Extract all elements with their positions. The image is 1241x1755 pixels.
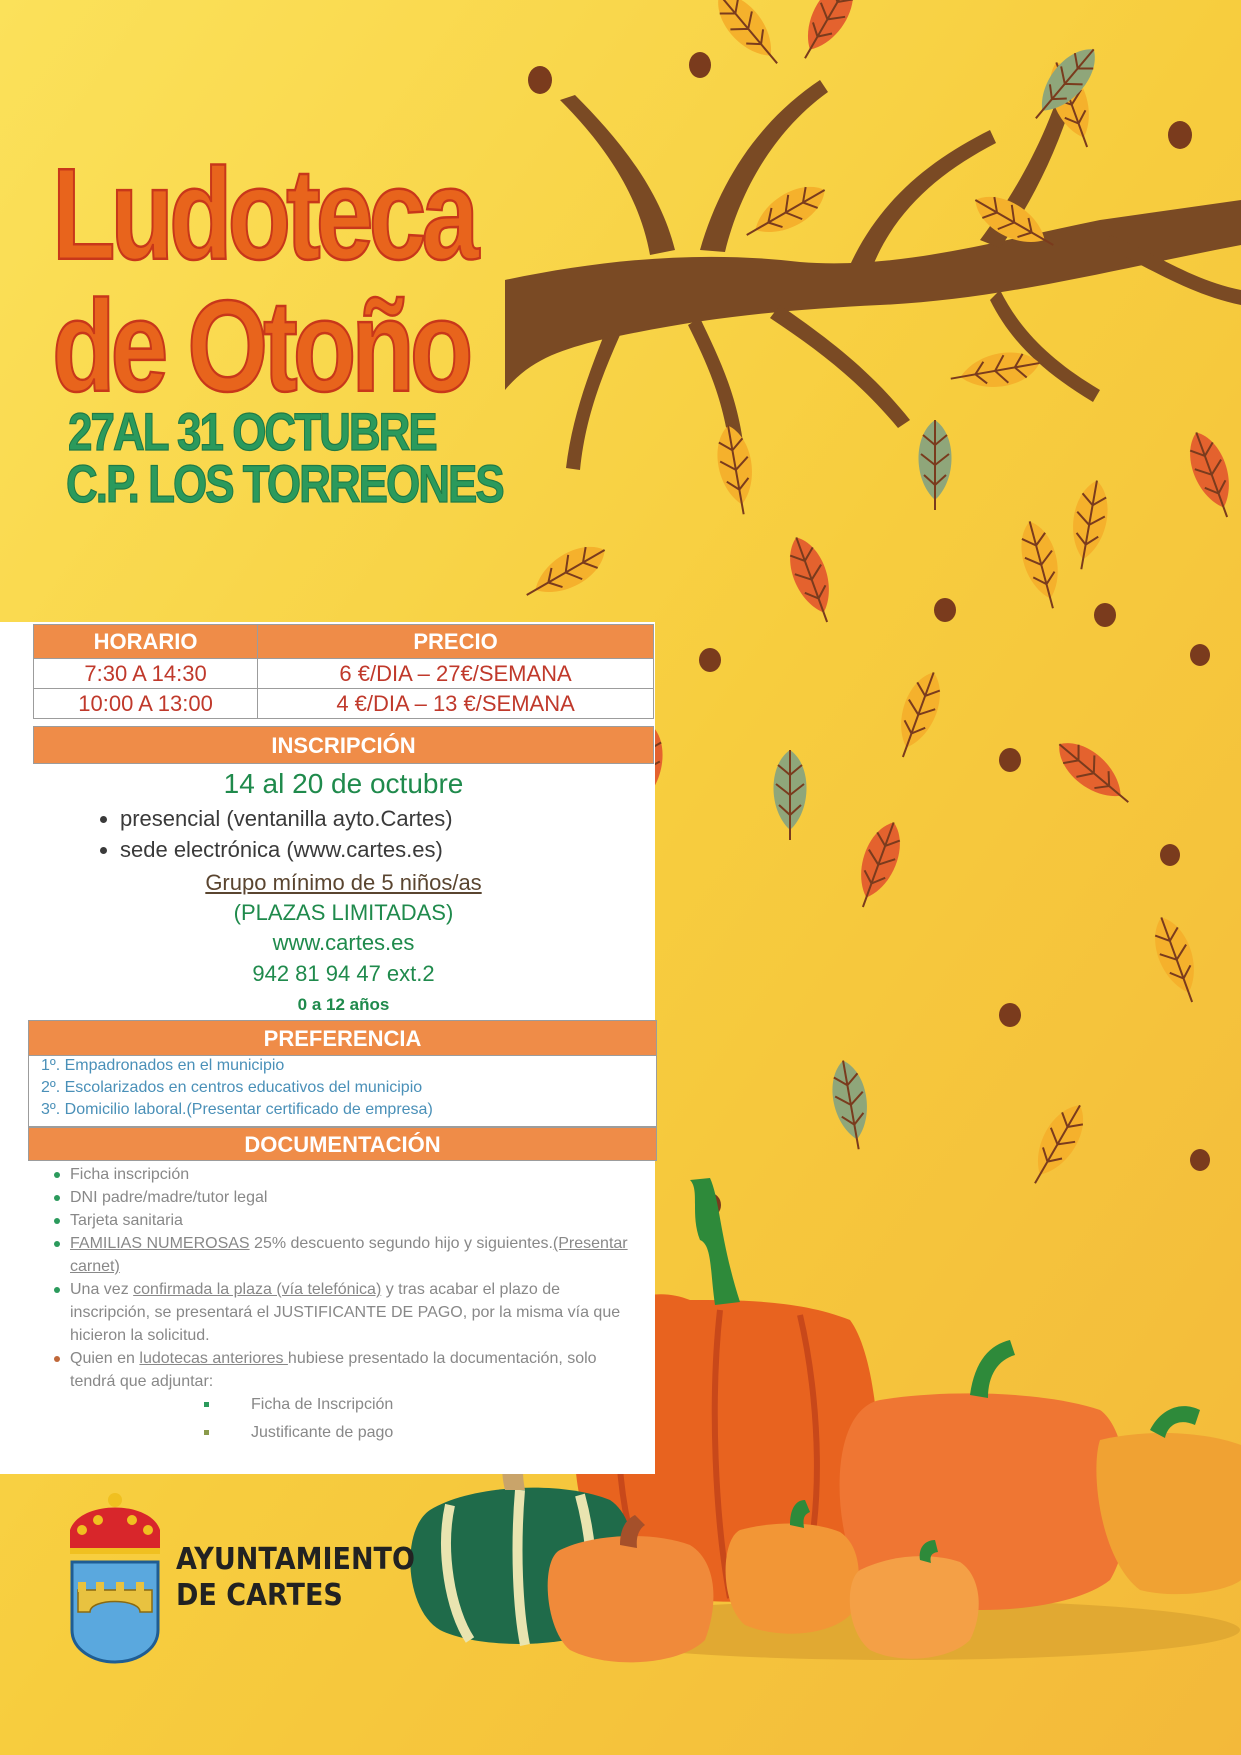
list-item: DNI padre/madre/tutor legal (52, 1186, 632, 1209)
schedule-table (33, 624, 654, 719)
schedule-header-precio: PRECIO (258, 625, 654, 659)
list-item: Ficha inscripción (52, 1163, 632, 1186)
sublist-item: Justificante de pago (204, 1424, 393, 1442)
table-row (34, 689, 654, 719)
group-minimum-text: Grupo mínimo de 5 niños/as (205, 870, 482, 895)
documentacion-heading: DOCUMENTACIÓN (28, 1127, 657, 1161)
preferencia-box (28, 1056, 657, 1127)
list-item: FAMILIAS NUMEROSAS 25% descuento segundo hijo y siguientes.(Presentar carnet) (52, 1232, 632, 1278)
inscripcion-modes-list (86, 806, 453, 868)
list-item: Quien en ludotecas anteriores hubiese presentado la documentación, solo tendrá que adjuntar: (52, 1347, 632, 1393)
preferencia-heading: PREFERENCIA (28, 1020, 657, 1056)
website-link[interactable]: www.cartes.es (272, 930, 415, 955)
preferencia-item: 2º. Escolarizados en centros educativos del municipio (41, 1079, 423, 1096)
schedule-cell: 4 €/DIA – 13 €/SEMANA (258, 689, 654, 719)
schedule-cell: 7:30 A 14:30 (34, 659, 258, 689)
preferencia-item: 3º. Domicilio laboral.(Presentar certificado de empresa) (41, 1101, 433, 1118)
bullet-icon (54, 1356, 60, 1362)
poster-title-line1: Ludoteca (52, 142, 475, 288)
list-item: • presencial (ventanilla ayto.Cartes) (120, 806, 453, 837)
coat-of-arms-logo (60, 1490, 170, 1665)
group-minimum-note (33, 870, 654, 896)
list-item: Tarjeta sanitaria (52, 1209, 632, 1232)
bullet-icon (54, 1172, 60, 1178)
poster-venue: C.P. LOS TORREONES (66, 455, 503, 515)
square-bullet-icon (204, 1402, 209, 1407)
bullet-icon (54, 1241, 60, 1247)
table-row (34, 659, 654, 689)
inscripcion-dates: 14 al 20 de octubre (223, 768, 464, 799)
bullet-icon (54, 1218, 60, 1224)
organization-name-line2: DE CARTES (176, 1578, 343, 1613)
limited-places-note: (PLAZAS LIMITADAS) (233, 900, 454, 925)
documentacion-list (52, 1163, 632, 1393)
schedule-header-horario: HORARIO (34, 625, 258, 659)
age-range: 0 a 12 años (297, 995, 390, 1014)
poster-title-line2: de Otoño (52, 274, 469, 420)
bullet-icon (54, 1287, 60, 1293)
schedule-header-row (34, 625, 654, 659)
sublist-item: Ficha de Inscripción (204, 1396, 393, 1414)
bullet-icon (54, 1195, 60, 1201)
organization-name-line1: AYUNTAMIENTO (176, 1542, 415, 1577)
inscripcion-heading: INSCRIPCIÓN (33, 726, 654, 764)
schedule-cell: 6 €/DIA – 27€/SEMANA (258, 659, 654, 689)
preferencia-item: 1º. Empadronados en el municipio (41, 1057, 285, 1074)
poster-dates: 27AL 31 OCTUBRE (68, 403, 436, 463)
schedule-cell: 10:00 A 13:00 (34, 689, 258, 719)
phone-number: 942 81 94 47 ext.2 (252, 961, 435, 986)
list-item: • sede electrónica (www.cartes.es) (120, 837, 453, 868)
square-bullet-icon (204, 1430, 209, 1435)
list-item: Una vez confirmada la plaza (vía telefónica) y tras acabar el plazo de inscripción, se presentará el JUSTIFICANTE DE PAGO, por la misma vía que hicieron la solicitud. (52, 1278, 632, 1347)
